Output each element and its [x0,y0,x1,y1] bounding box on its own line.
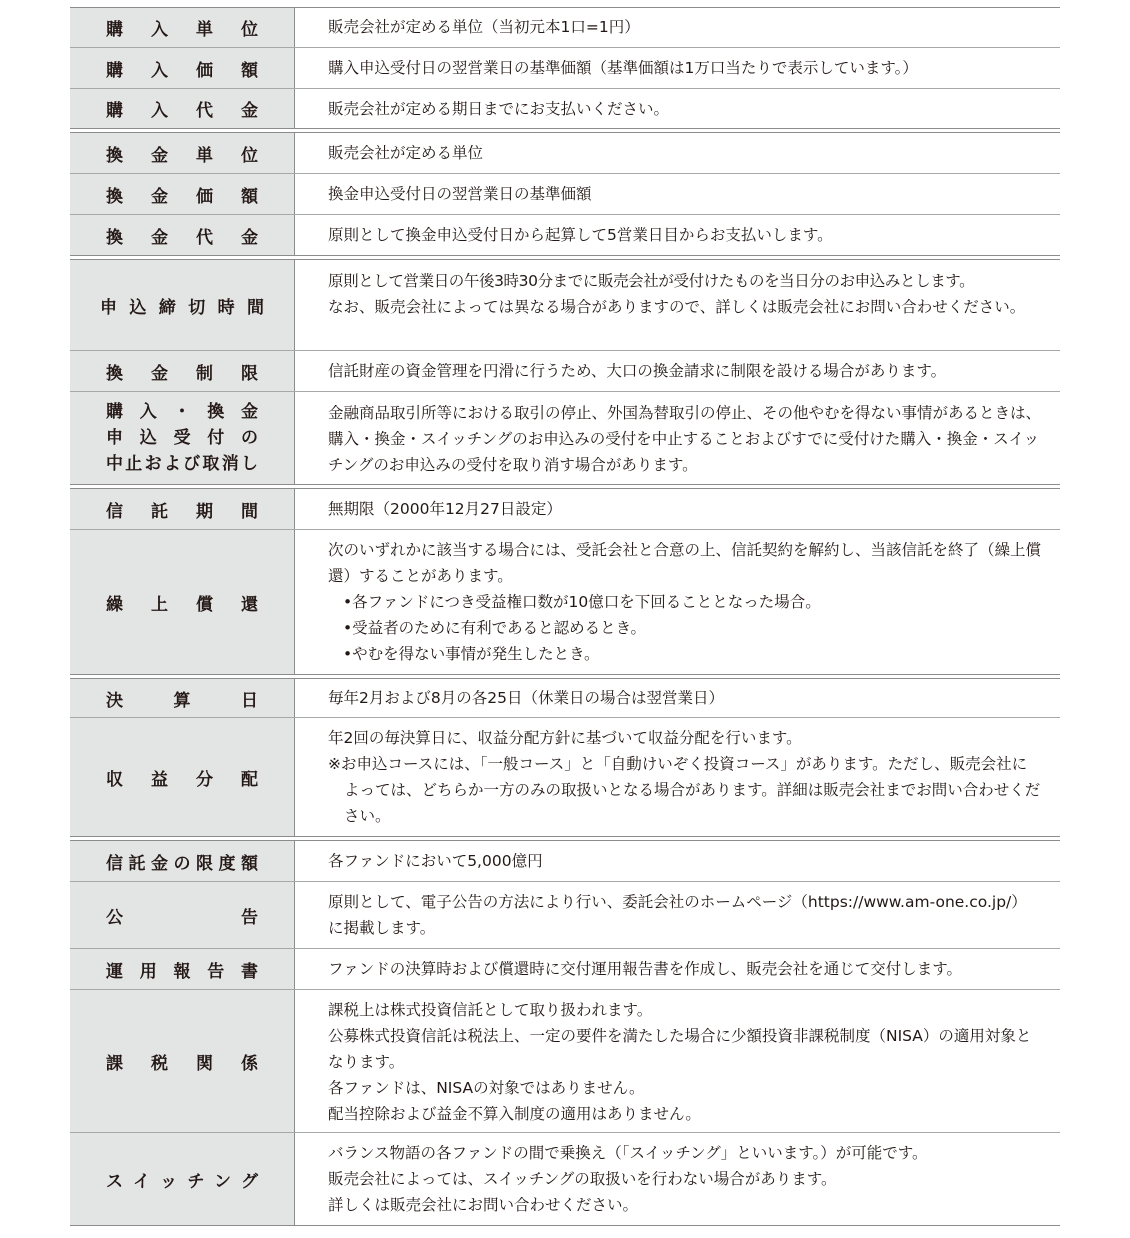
row-value [295,392,1060,484]
value-line: 換金申込受付日の翌営業日の基準価額 [328,185,592,203]
bullet-item: •各ファンドにつき受益権口数が10億口を下回ることとなった場合。 [343,593,821,611]
value-line: 販売会社が定める期日までにお支払いください。 [328,100,670,118]
label-text: 購入・換金 [106,402,258,422]
value-line: 各ファンドにおいて5,000億円 [328,852,543,870]
table-row [70,350,1060,391]
row-value [295,841,1060,881]
label-text: 決算日 [106,690,258,711]
label-text: 換金制限 [106,363,258,384]
label-text: 換金代金 [106,227,258,248]
label-text: 信託金の限度額 [106,853,258,874]
label-text: 収益分配 [106,769,258,790]
trust-term-section [70,488,1060,675]
table-row [70,989,1060,1132]
table-row [70,88,1060,128]
row-value [295,8,1060,47]
application-section [70,259,1060,485]
value-line: 販売会社が定める単位（当初元本1口=1円） [328,18,640,36]
value-line: 原則として、電子公告の方法により行い、委託会社のホームページ（https://www.am-one.co.jp/）に掲載します。 [328,893,1027,937]
label-text: 換金価額 [106,186,258,207]
label-text: スイッチング [106,1171,258,1192]
row-value [295,1133,1060,1225]
row-value [295,489,1060,529]
value-line: 次のいずれかに該当する場合には、受託会社と合意の上、信託契約を解約し、当該信託を終了（繰上償還）することがあります。 [328,541,1042,585]
row-value [295,89,1060,128]
bullet-item: •やむを得ない事情が発生したとき。 [343,645,600,663]
row-label [70,215,295,255]
row-label [70,949,295,989]
table-row [70,1132,1060,1225]
row-label [70,260,295,350]
row-label [70,530,295,674]
value-line: 各ファンドは、NISAの対象ではありません。 [328,1079,645,1097]
table-row [70,948,1060,989]
value-line: 販売会社が定める単位 [328,144,484,162]
row-label [70,489,295,529]
value-line: 公募株式投資信託は税法上、一定の要件を満たした場合に少額投資非課税制度（NISA）の適用対象となります。 [328,1027,1032,1071]
row-value [295,990,1060,1132]
value-line: 信託財産の資金管理を円滑に行うため、大口の換金請求に制限を設ける場合があります。 [328,362,947,380]
row-value [295,351,1060,391]
label-text: 購入単位 [106,20,258,40]
fund-procedures-table [70,7,1060,1226]
label-text: 公告 [106,907,258,928]
table-row [70,260,1060,350]
row-value [295,215,1060,255]
row-value [295,133,1060,173]
label-text: 繰上償還 [106,594,258,615]
row-label [70,841,295,881]
value-line: なお、販売会社によっては異なる場合がありますので、詳しくは販売会社にお問い合わせください。 [328,298,1026,316]
value-line: 購入申込受付日の翌営業日の基準価額（基準価額は1万口当たりで表示しています。） [328,59,918,77]
table-row [70,8,1060,47]
value-line: 課税上は株式投資信託として取り扱われます。 [328,1001,653,1019]
row-label [70,351,295,391]
row-value [295,48,1060,88]
table-row [70,173,1060,214]
table-row [70,841,1060,881]
table-row [70,391,1060,484]
row-value [295,949,1060,989]
table-row [70,529,1060,674]
value-line: 配当控除および益金不算入制度の適用はありません。 [328,1105,701,1123]
value-line: 金融商品取引所等における取引の停止、外国為替取引の停止、その他やむを得ない事情があるときは、購入・換金・スイッチングのお申込みの受付を中止することおよびすでに受付けた購入・換金・スイッチングのお申込みの受付を取り消す場合があります。 [328,404,1042,474]
value-line: 原則として営業日の午後3時30分までに販売会社が受付けたものを当日分のお申込みとします。 [328,272,975,290]
label-text: 購入価額 [106,60,258,81]
purchase-section [70,7,1060,129]
row-label [70,718,295,836]
row-label [70,1133,295,1225]
value-line: バランス物語の各ファンドの間で乗換え（「スイッチング」といいます。）が可能です。 [328,1144,928,1162]
row-label [70,133,295,173]
row-value [295,260,1060,350]
row-label [70,882,295,948]
other-section [70,840,1060,1226]
row-label [70,990,295,1132]
row-value [295,530,1060,674]
row-label [70,679,295,717]
table-row [70,489,1060,529]
table-row [70,133,1060,173]
value-line: 原則として換金申込受付日から起算して5営業日目からお支払いします。 [328,226,833,244]
row-value [295,679,1060,717]
value-line: 詳しくは販売会社にお問い合わせください。 [328,1196,639,1214]
value-line: 毎年2月および8月の各25日（休業日の場合は翌営業日） [328,689,724,707]
redemption-section [70,132,1060,256]
table-row [70,679,1060,717]
value-line: 年2回の毎決算日に、収益分配方針に基づいて収益分配を行います。 [328,729,802,747]
row-label [70,174,295,214]
row-label [70,89,295,128]
row-value [295,718,1060,836]
label-text: 運用報告書 [106,961,258,982]
table-row [70,717,1060,836]
table-row [70,47,1060,88]
note-text: ※お申込コースには、「一般コース」と「自動けいぞく投資コース」があります。ただし、販売会社によっては、どちらか一方のみの取扱いとなる場合があります。詳細は販売会社までお問い合わせください。 [328,755,1041,825]
row-value [295,174,1060,214]
value-line: 無期限（2000年12月27日設定） [328,500,562,518]
row-value [295,882,1060,948]
row-label [70,392,295,484]
label-text: 中止および取消し [106,454,258,474]
label-text: 申込締切時間 [100,297,264,318]
row-label [70,8,295,47]
label-text: 換金単位 [106,145,258,166]
table-row [70,881,1060,948]
label-text: 購入代金 [106,101,258,121]
value-line: ファンドの決算時および償還時に交付運用報告書を作成し、販売会社を通じて交付します。 [328,960,962,978]
label-text: 課税関係 [106,1053,258,1074]
bullet-item: •受益者のために有利であると認めるとき。 [343,619,647,637]
row-label [70,48,295,88]
label-text: 信託期間 [106,501,258,522]
table-row [70,214,1060,255]
value-line: 販売会社によっては、スイッチングの取扱いを行わない場合があります。 [328,1170,837,1188]
label-text: 申込受付の [106,428,258,448]
settlement-section [70,678,1060,837]
